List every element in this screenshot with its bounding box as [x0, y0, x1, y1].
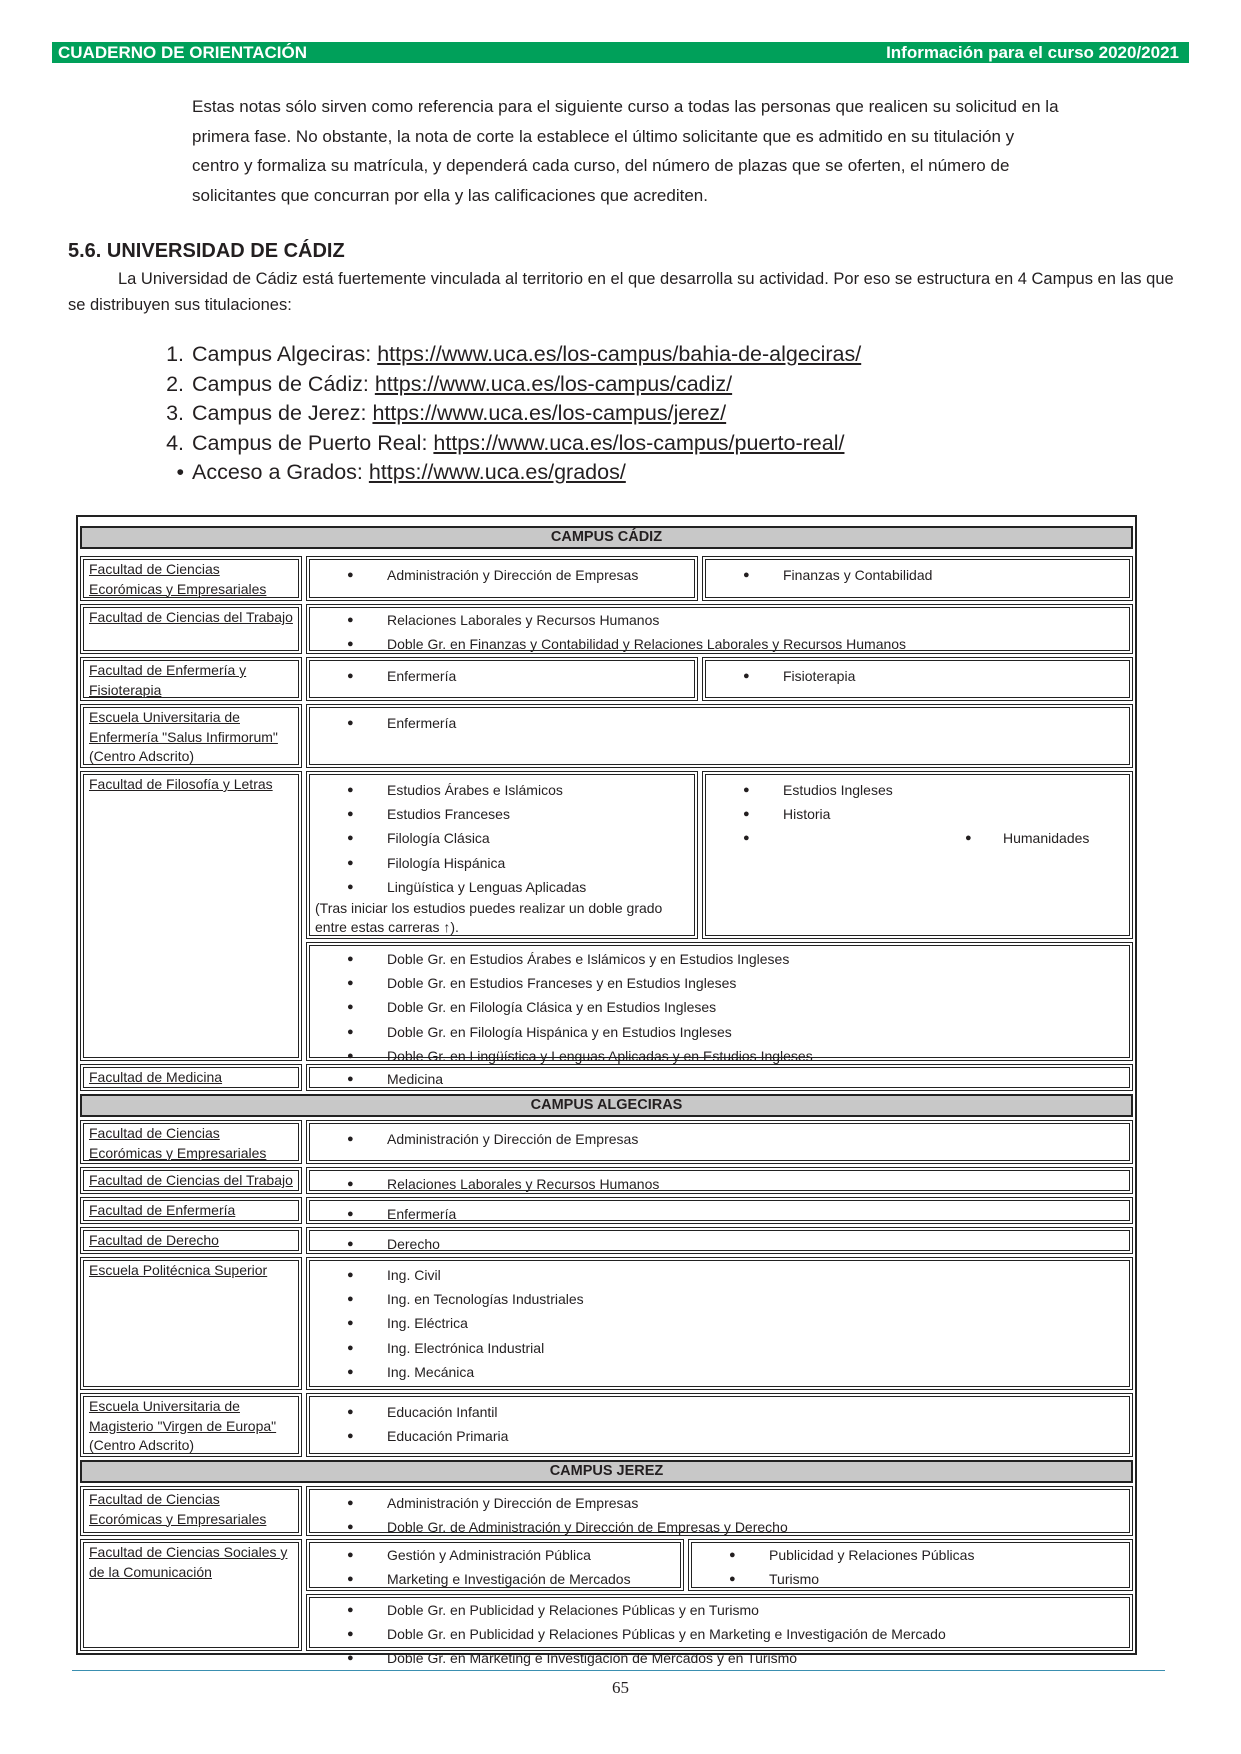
- list-number: 1.: [166, 342, 184, 366]
- degree-item: ● Enfermería: [307, 1202, 1132, 1226]
- degree-cell: [702, 771, 1133, 939]
- section-title: 5.6. UNIVERSIDAD DE CÁDIZ: [68, 240, 345, 262]
- degree-item: ● Estudios Árabes e Islámicos: [307, 778, 697, 802]
- faculty-cell: [80, 704, 302, 768]
- degree-cell: [306, 942, 1133, 1064]
- degree-item: ● Educación Infantil: [307, 1400, 1132, 1424]
- degree-cell: [306, 1197, 1133, 1224]
- header-left-title: CUADERNO DE ORIENTACIÓN: [58, 43, 308, 62]
- campus-algeciras-header: CAMPUS ALGECIRAS: [80, 1094, 1133, 1117]
- faculty-name[interactable]: Facultad de Ciencias del Trabajo: [89, 1172, 293, 1188]
- degree-cell: [702, 556, 1133, 601]
- list-number: 4.: [166, 430, 184, 455]
- degree-cell: [306, 771, 698, 939]
- degree-item: ● Administración y Dirección de Empresas: [307, 1127, 1132, 1151]
- degree-item-right: ● ● Humanidades: [703, 826, 1132, 850]
- list-item: [140, 340, 861, 370]
- faculty-cell: [80, 1197, 302, 1224]
- faculty-note: (Centro Adscrito): [89, 748, 195, 764]
- faculty-name[interactable]: Facultad de Enfermería y Fisioterapia: [89, 662, 247, 698]
- degree-cell: [306, 704, 1133, 768]
- footer-rule: [72, 1670, 1165, 1671]
- intro-paragraph: [192, 92, 1092, 210]
- degree-cell: [306, 1257, 1133, 1390]
- faculty-name[interactable]: Facultad de Ciencias Ecorómicas y Empresariales: [89, 1491, 267, 1527]
- degree-item: ● Doble Gr. en Marketing e Investigación de Mercados y en Turismo: [307, 1646, 1132, 1670]
- intro-line: primera fase. No obstante, la nota de corte la establece el último solicitante que es admitido en su titulación y: [192, 126, 1015, 146]
- faculty-note: (Centro Adscrito): [89, 1437, 195, 1453]
- faculty-name[interactable]: Facultad de Ciencias del Trabajo: [89, 609, 293, 625]
- degree-cell: [306, 1594, 1133, 1667]
- degrees-table: [76, 515, 1137, 1667]
- degree-cell: [306, 1393, 1133, 1457]
- faculty-cell: [80, 1064, 302, 1091]
- degree-item: ● Administración y Dirección de Empresas: [307, 563, 697, 587]
- faculty-cell: [80, 1393, 302, 1457]
- campus-jerez-header: CAMPUS JEREZ: [80, 1460, 1133, 1483]
- campus-puerto-real-link[interactable]: https://www.uca.es/los-campus/puerto-real/: [433, 430, 845, 455]
- page-header-bar: [52, 42, 1189, 63]
- faculty-name[interactable]: Escuela Universitaria de Enfermería "Salus Infirmorum": [89, 709, 278, 745]
- double-degree-note: (Tras iniciar los estudios puedes realizar un doble grado entre estas carreras ↑).: [315, 899, 663, 936]
- degree-item: ● Enfermería: [307, 664, 697, 688]
- list-bullet: •: [176, 460, 184, 484]
- faculty-name[interactable]: Facultad de Enfermería: [89, 1202, 236, 1218]
- degree-item: ● Estudios Ingleses: [703, 778, 1132, 802]
- list-item: [140, 370, 861, 400]
- degree-item: ● Estudios Franceses: [307, 802, 697, 826]
- faculty-cell: [80, 556, 302, 601]
- degree-cell: [306, 604, 1133, 654]
- degree-cell: [306, 1120, 1133, 1164]
- degree-item: ● Ing. Electrónica Industrial: [307, 1336, 1132, 1360]
- faculty-name[interactable]: Facultad de Ciencias Ecorómicas y Empresariales: [89, 561, 267, 597]
- degree-item: ● Doble Gr. de Administración y Dirección de Empresas y Derecho: [307, 1515, 1132, 1539]
- link-label: Campus de Puerto Real:: [192, 430, 434, 455]
- degree-item: ● Gestión y Administración Pública: [307, 1543, 683, 1567]
- degree-cell: [688, 1539, 1133, 1591]
- faculty-name[interactable]: Facultad de Filosofía y Letras: [89, 776, 273, 792]
- degree-item: ● Doble Gr. en Lingüística y Lenguas Aplicadas y en Estudios Ingleses: [307, 1044, 1132, 1068]
- degree-item: ● Derecho: [307, 1232, 1132, 1256]
- degree-item: ● Medicina: [307, 1067, 1132, 1091]
- degree-item: ● Doble Gr. en Filología Clásica y en Estudios Ingleses: [307, 995, 1132, 1019]
- degree-item: ● Educación Primaria: [307, 1424, 1132, 1448]
- faculty-cell: [80, 1227, 302, 1254]
- header-right-title: Información para el curso 2020/2021: [886, 43, 1179, 62]
- faculty-cell: [80, 1167, 302, 1194]
- degree-item: ● Enfermería: [307, 711, 1132, 735]
- faculty-cell: [80, 1539, 302, 1651]
- degree-cell: [306, 1064, 1133, 1091]
- intro-line: solicitantes que concurran por ella y las calificaciones que acrediten.: [192, 185, 708, 205]
- degree-item: ● Doble Gr. en Publicidad y Relaciones Públicas y en Marketing e Investigación de Mercado: [307, 1622, 1132, 1646]
- faculty-cell: [80, 1486, 302, 1536]
- grados-link[interactable]: https://www.uca.es/grados/: [368, 460, 626, 484]
- degree-item: ● Administración y Dirección de Empresas: [307, 1491, 1132, 1515]
- degree-item: ● Filología Clásica: [307, 826, 697, 850]
- degree-cell: [306, 1227, 1133, 1254]
- page-number: 65: [612, 1678, 629, 1697]
- link-label: Acceso a Grados:: [192, 460, 369, 484]
- list-item: [140, 399, 861, 429]
- list-item: [140, 458, 861, 488]
- degree-item: ● Ing. Eléctrica: [307, 1311, 1132, 1335]
- degree-item: ● Finanzas y Contabilidad: [703, 563, 1132, 587]
- faculty-cell: [80, 604, 302, 654]
- degree-item: ● Fisioterapia: [703, 664, 1132, 688]
- degree-item: ● Lingüística y Lenguas Aplicadas: [307, 875, 697, 899]
- list-item: [140, 429, 861, 459]
- campus-cadiz-header: CAMPUS CÁDIZ: [80, 526, 1133, 549]
- faculty-name[interactable]: Facultad de Derecho: [89, 1232, 219, 1248]
- degree-item: ● Relaciones Laborales y Recursos Humanos: [307, 1172, 1132, 1196]
- degree-item: ● Ing. Civil: [307, 1263, 1132, 1287]
- degree-item: ● Historia: [703, 802, 1132, 826]
- degree-item: ● Turismo: [689, 1567, 1132, 1591]
- degree-item: ● Filología Hispánica: [307, 851, 697, 875]
- campus-cadiz-link[interactable]: https://www.uca.es/los-campus/cadiz/: [374, 371, 733, 396]
- degree-item: ● Marketing e Investigación de Mercados: [307, 1567, 683, 1591]
- degree-cell: [306, 657, 698, 701]
- faculty-name[interactable]: Facultad de Medicina: [89, 1069, 223, 1085]
- degree-item: ● Doble Gr. en Estudios Franceses y en Estudios Ingleses: [307, 971, 1132, 995]
- faculty-name[interactable]: Facultad de Ciencias Sociales y de la Comunicación: [89, 1544, 288, 1580]
- degree-cell: [306, 1167, 1133, 1194]
- degree-item: ● Doble Gr. en Estudios Árabes e Islámicos y en Estudios Ingleses: [307, 947, 1132, 971]
- intro-line: centro y formaliza su matrícula, y dependerá cada curso, del número de plazas que se oferten, el número de: [192, 156, 1010, 175]
- degree-cell: [702, 657, 1133, 701]
- faculty-name[interactable]: Escuela Politécnica Superior: [89, 1262, 268, 1278]
- degree-item: ● Doble Gr. en Filología Hispánica y en Estudios Ingleses: [307, 1020, 1132, 1044]
- degree-cell: [306, 1539, 684, 1591]
- link-label: Campus de Jerez:: [192, 401, 373, 425]
- campus-links-list: [140, 340, 861, 488]
- degree-item: ● Doble Gr. en Finanzas y Contabilidad y Relaciones Laborales y Recursos Humanos: [307, 632, 1132, 656]
- faculty-name[interactable]: Facultad de Ciencias Ecorómicas y Empresariales: [89, 1125, 267, 1161]
- degree-cell: [306, 1486, 1133, 1536]
- degree-item: ● Publicidad y Relaciones Públicas: [689, 1543, 1132, 1567]
- intro-line: Estas notas sólo sirven como referencia para el siguiente curso a todas las personas que realicen su solicitud en la: [192, 97, 1059, 116]
- faculty-cell: [80, 1120, 302, 1164]
- faculty-cell: [80, 1257, 302, 1390]
- degree-item: ● Relaciones Laborales y Recursos Humanos: [307, 608, 1132, 632]
- campus-algeciras-link[interactable]: https://www.uca.es/los-campus/bahia-de-algeciras/: [377, 342, 862, 366]
- campus-jerez-link[interactable]: https://www.uca.es/los-campus/jerez/: [372, 401, 727, 425]
- degree-cell: [306, 556, 698, 601]
- degree-item: ● Ing. Mecánica: [307, 1360, 1132, 1384]
- list-number: 2.: [166, 371, 184, 396]
- link-label: Campus de Cádiz:: [192, 371, 375, 396]
- degree-item: ● Doble Gr. en Publicidad y Relaciones Públicas y en Turismo: [307, 1598, 1132, 1622]
- list-number: 3.: [166, 401, 184, 425]
- degree-item: ● Ing. en Tecnologías Industriales: [307, 1287, 1132, 1311]
- faculty-name[interactable]: Escuela Universitaria de Magisterio "Virgen de Europa": [89, 1398, 277, 1434]
- section-paragraph: La Universidad de Cádiz está fuertemente vinculada al territorio en el que desarrolla su actividad. Por eso se estructura en 4 Campus en las que se distribuyen sus titulaciones:: [68, 270, 1174, 314]
- faculty-cell: [80, 657, 302, 701]
- faculty-cell: [80, 771, 302, 1061]
- link-label: Campus Algeciras:: [192, 342, 378, 366]
